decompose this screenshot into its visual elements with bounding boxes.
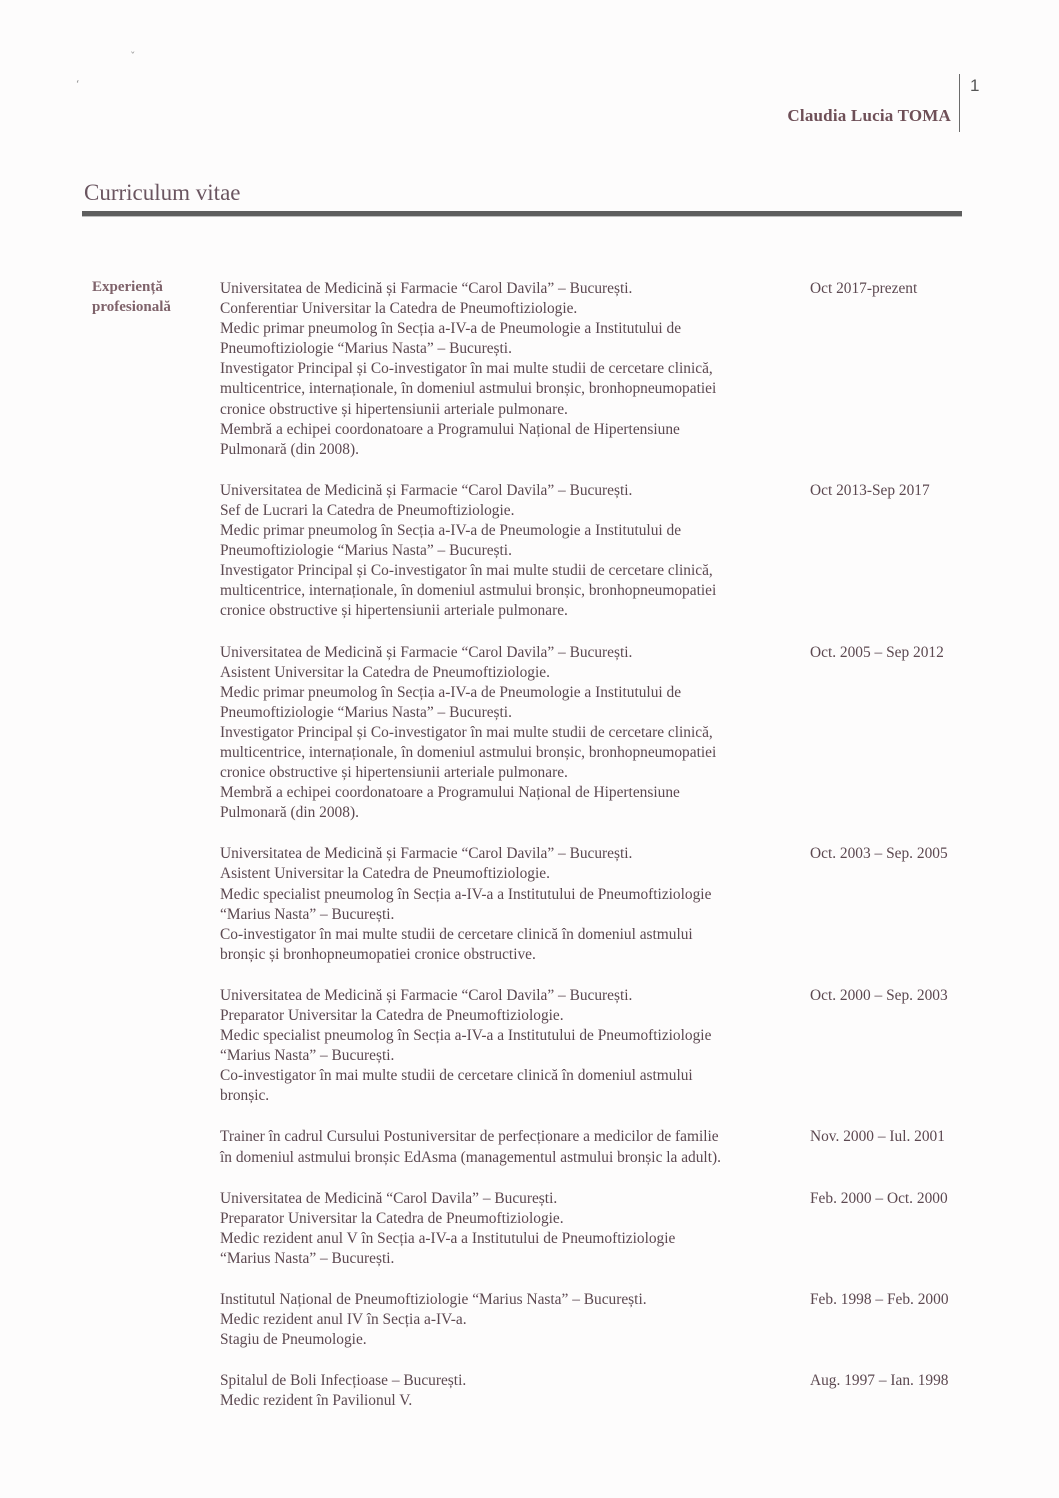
entry-line: Stagiu de Pneumologie. xyxy=(220,1331,367,1349)
entry-line: Investigator Principal și Co-investigator în mai multe studii de cercetare clinică, xyxy=(220,562,713,580)
entry-description xyxy=(220,481,792,622)
experience-entry xyxy=(220,279,980,460)
entry-line: Co-investigator în mai multe studii de cercetare clinică în domeniul astmului xyxy=(220,1067,693,1085)
entry-line: Universitatea de Medicină și Farmacie “Carol Davila” – București. xyxy=(220,845,633,863)
entry-description xyxy=(220,643,792,824)
entry-line: Investigator Principal și Co-investigator în mai multe studii de cercetare clinică, xyxy=(220,723,713,741)
entry-date: Feb. 1998 – Feb. 2000 xyxy=(810,1291,949,1309)
entry-line: Pulmonară (din 2008). xyxy=(220,804,359,822)
entry-line: Universitatea de Medicină și Farmacie “Carol Davila” – București. xyxy=(220,481,633,499)
entry-line: cronice obstructive și hipertensiunii arteriale pulmonare. xyxy=(220,400,568,418)
entry-line: Pneumoftiziologie “Marius Nasta” – București. xyxy=(220,340,512,358)
entry-line: Institutul Național de Pneumoftiziologie “Marius Nasta” – București. xyxy=(220,1291,647,1309)
entry-line: Asistent Universitar la Catedra de Pneumoftiziologie. xyxy=(220,663,550,681)
entry-line: Medic primar pneumolog în Secția a-IV-a de Pneumologie a Institutului de xyxy=(220,522,682,540)
entry-line: Conferentiar Universitar la Catedra de Pneumoftiziologie. xyxy=(220,300,578,318)
entry-line: bronșic. xyxy=(220,1087,270,1105)
entry-line: Medic rezident în Pavilionul V. xyxy=(220,1392,413,1410)
section-label-experience xyxy=(92,277,202,317)
entry-line: Co-investigator în mai multe studii de cercetare clinică în domeniul astmului xyxy=(220,925,693,943)
entry-line: Investigator Principal și Co-investigator în mai multe studii de cercetare clinică, xyxy=(220,360,713,378)
title-rule xyxy=(82,211,962,217)
entry-line: Universitatea de Medicină și Farmacie “Carol Davila” – București. xyxy=(220,643,633,661)
entry-line: cronice obstructive și hipertensiunii arteriale pulmonare. xyxy=(220,764,568,782)
experience-entry xyxy=(220,481,980,622)
page-number: 1 xyxy=(970,76,980,95)
entry-date: Aug. 1997 – Ian. 1998 xyxy=(810,1372,949,1390)
entry-line: multicentrice, internaționale, în domeniul astmului bronșic, bronhopneumopatiei xyxy=(220,582,717,600)
entry-line: Pneumoftiziologie “Marius Nasta” – București. xyxy=(220,542,512,560)
entry-line: în domeniul astmului bronșic EdAsma (managementul astmului bronșic la adult). xyxy=(220,1148,721,1166)
scan-mark: ˇ xyxy=(130,50,136,63)
entry-line: Medic primar pneumolog în Secția a-IV-a de Pneumologie a Institutului de xyxy=(220,320,682,338)
section-label-line: profesională xyxy=(92,299,171,315)
entry-line: Asistent Universitar la Catedra de Pneumoftiziologie. xyxy=(220,865,550,883)
entry-description xyxy=(220,279,792,460)
entry-description xyxy=(220,1127,792,1167)
entry-line: Universitatea de Medicină și Farmacie “Carol Davila” – București. xyxy=(220,986,633,1004)
entry-line: Preparator Universitar la Catedra de Pneumoftiziologie. xyxy=(220,1209,564,1227)
entry-line: “Marius Nasta” – București. xyxy=(220,905,395,923)
entry-description xyxy=(220,986,792,1107)
experience-entry xyxy=(220,1127,980,1167)
entry-line: Medic rezident anul V în Secția a-IV-a a Institutului de Pneumoftiziologie xyxy=(220,1229,676,1247)
experience-entry xyxy=(220,643,980,824)
entry-date: Oct. 2000 – Sep. 2003 xyxy=(810,986,948,1004)
entry-description xyxy=(220,844,792,965)
experience-entry xyxy=(220,844,980,965)
entry-date: Feb. 2000 – Oct. 2000 xyxy=(810,1189,948,1207)
entry-line: Membră a echipei coordonatoare a Programului Național de Hipertensiune xyxy=(220,784,680,802)
entry-line: Medic rezident anul IV în Secția a-IV-a. xyxy=(220,1311,467,1329)
entry-line: Medic primar pneumolog în Secția a-IV-a de Pneumologie a Institutului de xyxy=(220,683,682,701)
entry-line: cronice obstructive și hipertensiunii arteriale pulmonare. xyxy=(220,602,568,620)
experience-entries xyxy=(220,279,980,1433)
header-divider xyxy=(959,74,960,132)
section-label-line: Experiență xyxy=(92,279,163,295)
entry-line: “Marius Nasta” – București. xyxy=(220,1047,395,1065)
entry-description xyxy=(220,1189,792,1269)
experience-entry xyxy=(220,1189,980,1269)
entry-description xyxy=(220,1371,792,1411)
entry-description xyxy=(220,1290,792,1350)
entry-line: bronșic și bronhopneumopatiei cronice obstructive. xyxy=(220,945,536,963)
scan-mark: ‘ xyxy=(76,78,80,91)
entry-line: Membră a echipei coordonatoare a Programului Național de Hipertensiune xyxy=(220,420,680,438)
entry-line: Pneumoftiziologie “Marius Nasta” – București. xyxy=(220,703,512,721)
entry-line: Universitatea de Medicină “Carol Davila” – București. xyxy=(220,1189,558,1207)
entry-line: Trainer în cadrul Cursului Postuniversitar de perfecționare a medicilor de familie xyxy=(220,1128,719,1146)
entry-line: Universitatea de Medicină și Farmacie “Carol Davila” – București. xyxy=(220,280,633,297)
entry-line: Medic specialist pneumolog în Secția a-IV-a a Institutului de Pneumoftiziologie xyxy=(220,885,712,903)
entry-line: multicentrice, internaționale, în domeniul astmului bronșic, bronhopneumopatiei xyxy=(220,380,717,398)
experience-entry xyxy=(220,986,980,1107)
entry-line: Pulmonară (din 2008). xyxy=(220,440,359,458)
entry-date: Oct. 2005 – Sep 2012 xyxy=(810,643,944,661)
page-title: Curriculum vitae xyxy=(84,180,241,205)
entry-date: Oct 2013-Sep 2017 xyxy=(810,481,930,499)
experience-entry xyxy=(220,1371,980,1411)
entry-line: multicentrice, internaționale, în domeniul astmului bronșic, bronhopneumopatiei xyxy=(220,743,717,761)
entry-date: Oct. 2003 – Sep. 2005 xyxy=(810,845,948,863)
header-author-name: Claudia Lucia TOMA xyxy=(787,106,951,125)
entry-line: Medic specialist pneumolog în Secția a-IV-a a Institutului de Pneumoftiziologie xyxy=(220,1027,712,1045)
entry-date: Nov. 2000 – Iul. 2001 xyxy=(810,1128,945,1146)
entry-line: Spitalul de Boli Infecțioase – București. xyxy=(220,1372,467,1390)
entry-line: Preparator Universitar la Catedra de Pneumoftiziologie. xyxy=(220,1007,564,1024)
entry-line: Sef de Lucrari la Catedra de Pneumoftiziologie. xyxy=(220,501,515,519)
experience-entry xyxy=(220,1290,980,1350)
entry-line: “Marius Nasta” – București. xyxy=(220,1249,395,1267)
entry-date: Oct 2017-prezent xyxy=(810,280,918,297)
